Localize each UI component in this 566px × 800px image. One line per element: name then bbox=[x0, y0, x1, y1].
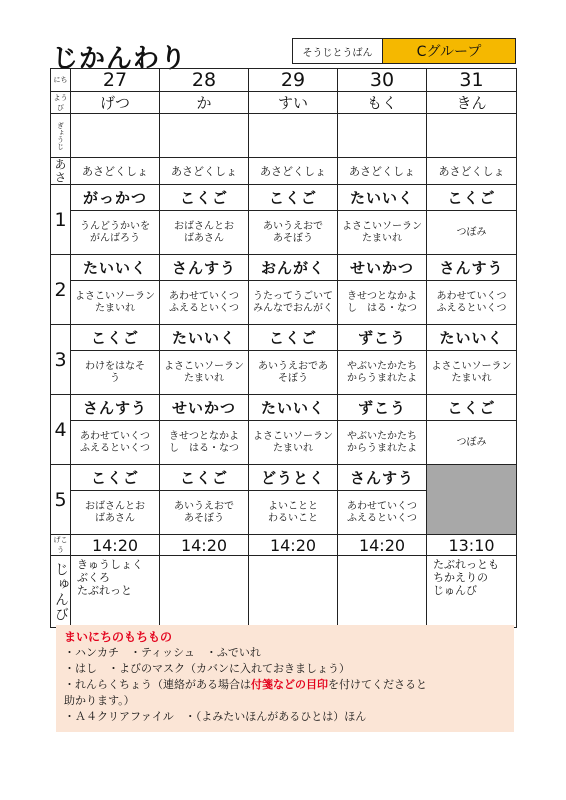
activity-cell: よさこいソーラン たまいれ bbox=[249, 421, 338, 465]
period-number: 2 bbox=[51, 255, 71, 325]
activity-cell: あわせていくつ ふえるといくつ bbox=[338, 491, 427, 535]
daily-item-line bbox=[64, 677, 506, 693]
daily-item-line: ・Ａ４クリアファイル ・（よみたいほんがあるひとは）ほん bbox=[64, 710, 367, 723]
event-row-label bbox=[51, 114, 71, 158]
activity-cell: よさこいソーラン たまいれ bbox=[338, 211, 427, 255]
daily-item-line: 助かります。） bbox=[64, 694, 135, 707]
subject-cell: せいかつ bbox=[338, 255, 427, 281]
preparation-row-label-text: じゅんび bbox=[53, 561, 69, 622]
subject-cell: たいいく bbox=[338, 185, 427, 211]
subject-cell: がっかつ bbox=[71, 185, 160, 211]
activity-cell: うたってうごいて みんなでおんがく bbox=[249, 281, 338, 325]
date-cell: 31 bbox=[427, 69, 517, 92]
subject-cell: さんすう bbox=[160, 255, 249, 281]
subject-cell: こくご bbox=[427, 185, 517, 211]
subject-cell: ずこう bbox=[338, 395, 427, 421]
subject-cell: たいいく bbox=[71, 255, 160, 281]
preparation-cell: たぶれっとも ちかえりの じゅんび bbox=[427, 556, 517, 628]
daily-item-text: ・れんらくちょう（連絡がある場合は bbox=[64, 678, 251, 691]
period-number: 3 bbox=[51, 325, 71, 395]
dismissal-time: 14:20 bbox=[160, 535, 249, 556]
event-cell bbox=[249, 114, 338, 158]
activity-cell: おばさんとお ばあさん bbox=[160, 211, 249, 255]
weekday-cell: か bbox=[160, 92, 249, 114]
period-number: 5 bbox=[51, 465, 71, 535]
activity-cell: あわせていくつ ふえるといくつ bbox=[71, 421, 160, 465]
activity-cell: やぶいたかたち からうまれたよ bbox=[338, 421, 427, 465]
daily-item-line: ・はし ・よびのマスク（カバンに入れておきましょう） bbox=[64, 662, 350, 675]
weekday-cell: げつ bbox=[71, 92, 160, 114]
subject-cell: たいいく bbox=[249, 395, 338, 421]
daily-items-box bbox=[56, 625, 514, 732]
activity-cell: きせつとなかよ し はる・なつ bbox=[338, 281, 427, 325]
morning-cell: あさどくしょ bbox=[160, 158, 249, 185]
event-row-label-text: ぎょうじ bbox=[56, 121, 65, 150]
dismissal-time: 14:20 bbox=[249, 535, 338, 556]
activity-cell: よさこいソーラン たまいれ bbox=[71, 281, 160, 325]
weekday-row-label: ようび bbox=[51, 92, 71, 114]
preparation-row-label bbox=[51, 556, 71, 628]
activity-cell: あいうえおで あそぼう bbox=[160, 491, 249, 535]
daily-item-line: ・ハンカチ ・ティッシュ ・ふでいれ bbox=[64, 646, 261, 659]
activity-cell: きせつとなかよ し はる・なつ bbox=[160, 421, 249, 465]
date-cell: 27 bbox=[71, 69, 160, 92]
dismissal-time: 13:10 bbox=[427, 535, 517, 556]
activity-cell: おばさんとお ばあさん bbox=[71, 491, 160, 535]
activity-cell: あいうえおで あそぼう bbox=[249, 211, 338, 255]
subject-cell bbox=[427, 465, 517, 535]
weekday-cell: きん bbox=[427, 92, 517, 114]
activity-cell: よさこいソーラン たまいれ bbox=[160, 351, 249, 395]
morning-cell: あさどくしょ bbox=[249, 158, 338, 185]
subject-cell: さんすう bbox=[427, 255, 517, 281]
subject-cell: こくご bbox=[249, 185, 338, 211]
morning-cell: あさどくしょ bbox=[71, 158, 160, 185]
subject-cell: たいいく bbox=[160, 325, 249, 351]
preparation-cell bbox=[249, 556, 338, 628]
period-number: 1 bbox=[51, 185, 71, 255]
subject-cell: こくご bbox=[71, 465, 160, 491]
subject-cell: こくご bbox=[249, 325, 338, 351]
morning-cell: あさどくしょ bbox=[427, 158, 517, 185]
event-cell bbox=[160, 114, 249, 158]
cleaning-group: Cグループ bbox=[383, 39, 515, 63]
cleaning-duty-label: そうじとうばん bbox=[293, 39, 383, 63]
activity-cell: よいことと わるいこと bbox=[249, 491, 338, 535]
page-title: じかんわり bbox=[52, 44, 188, 74]
subject-cell: せいかつ bbox=[160, 395, 249, 421]
activity-cell: あわせていくつ ふえるといくつ bbox=[427, 281, 517, 325]
dismissal-row-label: げこう bbox=[51, 535, 71, 556]
event-cell bbox=[71, 114, 160, 158]
activity-cell: うんどうかいを がんばろう bbox=[71, 211, 160, 255]
daily-item-text: を付けてくださると bbox=[328, 678, 427, 691]
activity-cell: わけをはなそ う bbox=[71, 351, 160, 395]
date-cell: 29 bbox=[249, 69, 338, 92]
date-row-label: にち bbox=[51, 69, 71, 92]
subject-cell: さんすう bbox=[338, 465, 427, 491]
dismissal-time: 14:20 bbox=[338, 535, 427, 556]
activity-cell: やぶいたかたち からうまれたよ bbox=[338, 351, 427, 395]
preparation-cell bbox=[160, 556, 249, 628]
dismissal-time: 14:20 bbox=[71, 535, 160, 556]
morning-row-label-text: あさ bbox=[53, 158, 67, 184]
weekday-cell: すい bbox=[249, 92, 338, 114]
subject-cell: ずこう bbox=[338, 325, 427, 351]
morning-cell: あさどくしょ bbox=[338, 158, 427, 185]
subject-cell: さんすう bbox=[71, 395, 160, 421]
activity-cell: あいうえおであ そぼう bbox=[249, 351, 338, 395]
morning-row-label bbox=[51, 158, 71, 185]
timetable bbox=[50, 68, 517, 628]
activity-cell: よさこいソーラン たまいれ bbox=[427, 351, 517, 395]
preparation-cell: きゅうしょく ぶくろ たぶれっと bbox=[71, 556, 160, 628]
activity-cell: つぼみ bbox=[427, 211, 517, 255]
activity-cell: あわせていくつ ふえるといくつ bbox=[160, 281, 249, 325]
subject-cell: こくご bbox=[427, 395, 517, 421]
highlight-text: 付箋などの目印 bbox=[251, 678, 328, 691]
event-cell bbox=[338, 114, 427, 158]
date-cell: 30 bbox=[338, 69, 427, 92]
weekday-cell: もく bbox=[338, 92, 427, 114]
subject-cell: こくご bbox=[160, 185, 249, 211]
event-cell bbox=[427, 114, 517, 158]
preparation-cell bbox=[338, 556, 427, 628]
subject-cell: こくご bbox=[71, 325, 160, 351]
activity-cell: つぼみ bbox=[427, 421, 517, 465]
subject-cell: おんがく bbox=[249, 255, 338, 281]
date-cell: 28 bbox=[160, 69, 249, 92]
subject-cell: どうとく bbox=[249, 465, 338, 491]
subject-cell: たいいく bbox=[427, 325, 517, 351]
cleaning-duty-badge bbox=[292, 38, 516, 64]
subject-cell: こくご bbox=[160, 465, 249, 491]
period-number: 4 bbox=[51, 395, 71, 465]
daily-items-heading: まいにちのもちもの bbox=[64, 630, 173, 644]
